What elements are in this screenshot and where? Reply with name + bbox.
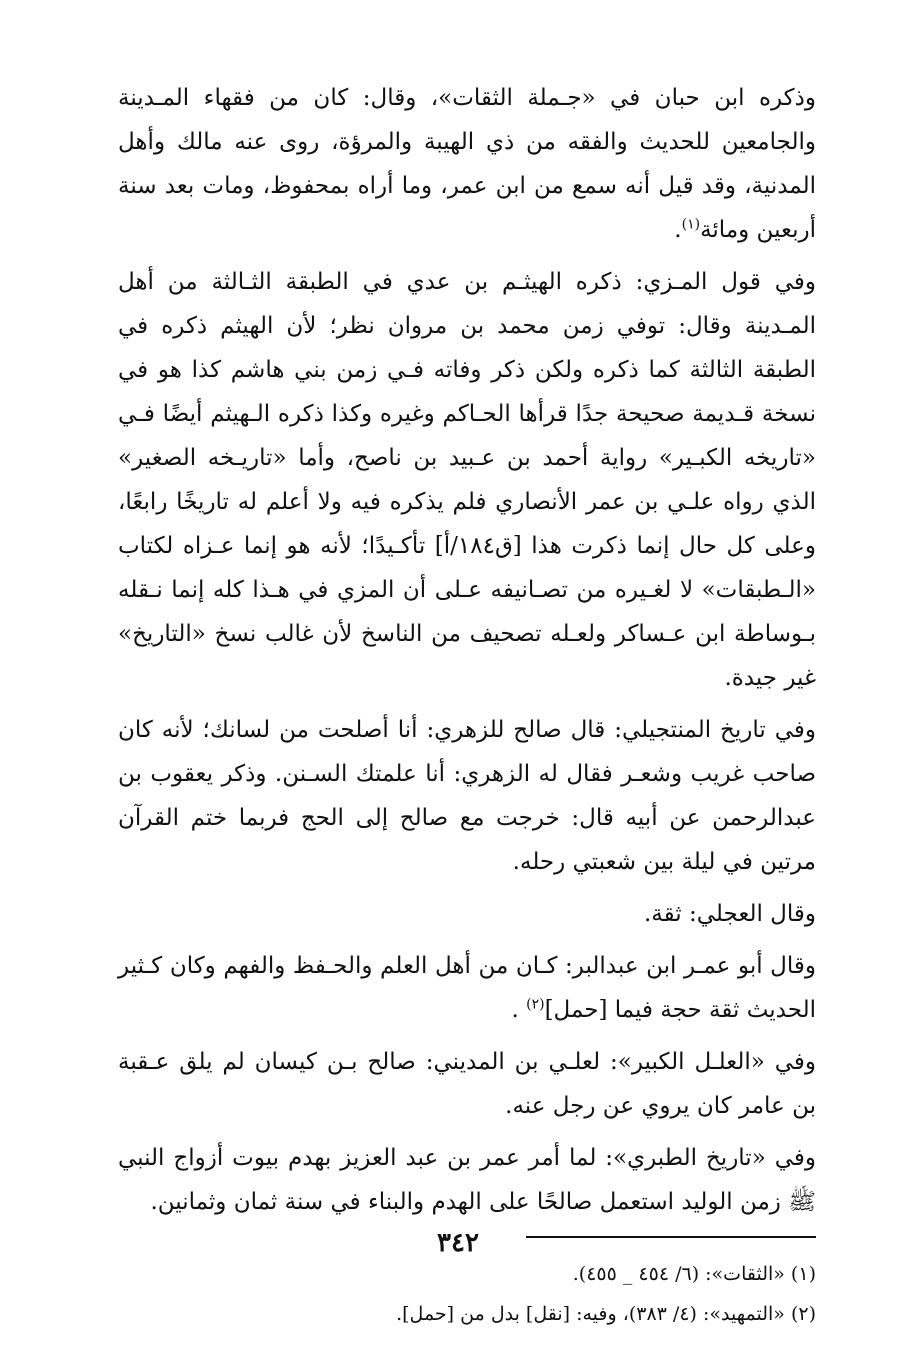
- page-number: ٣٤٢: [437, 1228, 479, 1258]
- paragraph-tabari: [118, 1136, 816, 1224]
- paragraph-text: وذكره ابن حبان في «جـملة الثقات»، وقال: كان من فقهاء المـدينة والجامعين للحديث والفقه من ذي الهيبة والمرؤة، روى عنه مالك وأهل المدنية، وقد قيل أنه سمع من ابن عمر، وما أراه بمحفوظ، ومات بعد سنة أربعين ومائة: [118, 85, 816, 243]
- paragraph-ijli: [118, 892, 816, 936]
- paragraph-text: وقال أبو عمـر ابن عبدالبر: كـان من أهل العلم والحـفظ والفهم وكان كـثير الحديث ثقة حجة فيما [حمل]: [118, 953, 816, 1023]
- paragraph-ibn-hibban: [118, 76, 816, 252]
- paragraph-ilal: [118, 1040, 816, 1128]
- footnote-1: (١) «الثقات»: (٦/ ٤٥٤ _ ٤٥٥).: [572, 1263, 816, 1285]
- paragraph-tail: .: [511, 997, 527, 1023]
- paragraph-mizzi: [118, 260, 816, 700]
- paragraph-text: وفي تاريخ المنتجيلي: قال صالح للزهري: أنا أصلحت من لسانك؛ لأنه كان صاحب غريب وشعـر فقال له الزهري: أنا علمتك السـنن. وذكر يعقوب بن عبدالرحمن عن أبيه قال: خرجت مع صالح إلى الحج فربما ختم القرآن مرتين في ليلة بين شعبتي رحله.: [118, 717, 816, 875]
- footnote-2: (٢) «التمهيد»: (٤/ ٣٨٣)، وفيه: [نقل] بدل من [حمل].: [396, 1303, 816, 1325]
- footnote-ref: (١): [681, 216, 701, 233]
- paragraph-text: وفي «تاريخ الطبري»: لما أمر عمر بن عبد العزيز بهدم بيوت أزواج النبي ﷺ زمن الوليد استعمل صالحًا على الهدم والبناء في سنة ثمان وثمانين.: [118, 1145, 816, 1215]
- paragraph-text: وفي قول المـزي: ذكره الهيثـم بن عدي في الطبقة الثـالثة من أهل المـدينة وقال: توفي زمن محمد بن مروان نظر؛ لأن الهيثم ذكره في الطبقة الثالثة كما ذكره ولكن ذكر وفاته فـي زمن بني هاشم كذا هو في نسخة قـديمة صحيحة جدًا قرأها الحـاكم وغيره وكذا ذكره الـهيثم أيضًا فـي «تاريخه الكبـير» رواية أحمد بن عـبيد بن ناصح، وأما «تاريـخه الصغير» الذي رواه علـي بن عمر الأنصاري فلم يذكره فيه ولا أعلم له تاريخًا رابعًا، وعلى كل حال إنما ذكرت هذا [ق١٨٤/أ] تأكـيدًا؛ لأنه هو إنما عـزاه لكتاب «الـطبقات» لا لغـيره من تصـانيفه عـلى أن المزي في هـذا كله إنما نـقله بـوساطة ابن عـساكر ولعـله تصحيف من الناسخ لأن غالب نسخ «التاريخ» غير جيدة.: [118, 269, 817, 691]
- footnote-ref: (٢): [526, 996, 545, 1013]
- paragraph-text: وقال العجلي: ثقة.: [644, 901, 816, 927]
- paragraph-tail: .: [674, 217, 682, 243]
- paragraph-muntajili: [118, 708, 816, 884]
- paragraph-ibn-abdulbarr: [118, 944, 816, 1032]
- paragraph-text: وفي «العلـل الكبير»: لعلـي بن المديني: صالح بـن كيسان لم يلق عـقبة بن عامر كان يروي عن رجل عنه.: [118, 1049, 816, 1119]
